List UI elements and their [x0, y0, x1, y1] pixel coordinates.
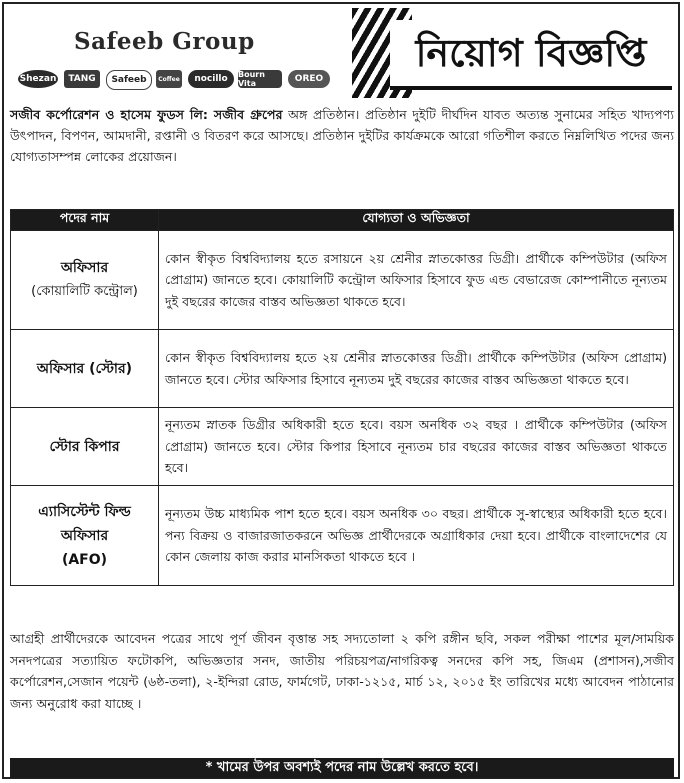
brand-block: [12, 10, 342, 96]
post-title-cell: [11, 330, 159, 408]
post-subtitle: (AFO): [61, 551, 108, 568]
table-row: [11, 486, 674, 586]
tang-logo: TANG: [64, 70, 100, 88]
post-title-cell: [11, 486, 159, 586]
brand-logo-text: Safeeb Group: [74, 28, 255, 55]
table-row: [11, 330, 674, 408]
post-description: কোন স্বীকৃত বিশ্ববিদ্যালয় হতে রসায়নে ২য় শ্রেনীর স্নাতকোত্তর ডিগ্রী। প্রার্থীকে কম্পিউটার (অফিস প্রোগ্রাম) জানতে হবে। কোয়ালিটি কন্ট্রোল অফিসার হিসাবে ফুড এন্ড বেভারেজ কোম্পানীতে নূন্যতম দুই বছরের কাজের বাস্তব অভিজ্ঞতা থাকতে হবে।: [159, 231, 674, 330]
table-header-row: [11, 210, 674, 231]
header: [4, 4, 678, 102]
post-subtitle: (কোয়ালিটি কন্ট্রোল): [31, 284, 138, 299]
oreo-logo: OREO: [288, 70, 330, 88]
post-title-cell: [11, 231, 159, 330]
post-description: কোন স্বীকৃত বিশ্ববিদ্যালয় হতে ২য় শ্রেনীর স্নাতকোত্তর ডিগ্রী। প্রার্থীকে কম্পিউটার (অফিস প্রোগ্রাম) জানতে হবে। স্টোর অফিসার হিসাবে নূন্যতম দুই বছরের কাজের বাস্তব অভিজ্ঞতা থাকতে হবে।: [159, 330, 674, 408]
col-qual-header: যোগ্যতা ও অভিজ্ঞতা: [159, 210, 674, 231]
col-post-header: পদের নাম: [11, 210, 159, 231]
footer-note: * খামের উপর অবশ্যই পদের নাম উল্লেখ করতে হবে।: [10, 758, 674, 778]
safeeb-logo: Safeeb: [106, 70, 152, 90]
jobs-table: [10, 209, 674, 586]
banner-title: নিয়োগ বিজ্ঞপ্তি: [390, 20, 672, 90]
application-instructions: আগ্রহী প্রার্থীদেরকে আবেদন পত্রের সাথে পূর্ণ জীবন বৃত্তান্ত সহ সদ্যতোলা ২ কপি রঙ্গীন ছবি, সকল পরীক্ষা পাশের মূল/সাময়িক সনদপত্রের সত্যায়িত ফটোকপি, অভিজ্ঞতার সনদ, জাতীয় পরিচয়পত্র/নাগরিকত্ব সনদের কপি সহ, জিএম (প্রশাসন),সজীব কর্পোরেশন,সেজান পয়েন্ট (৬ষ্ঠ-তলা), ২-ইন্দিরা রোড, ফার্মগেট, ঢাকা-১২১৫, মার্চ ১২, ২০১৫ ইং তারিখের মধ্যে আবেদন পাঠানোর জন্য অনুরোধ করা যাচ্ছে ।: [10, 631, 674, 711]
table-row: [11, 231, 674, 330]
nocillo-logo: nocillo: [188, 70, 234, 88]
bournvita-logo: Bourn Vita: [238, 70, 282, 88]
post-description: নূন্যতম উচ্চ মাধ্যমিক পাশ হতে হবে। বয়স অনধিক ৩০ বছর। প্রার্থীকে সু-স্বাস্থ্যের অধিকারী হতে হবে। পন্য বিক্রয় ও বাজারজাতকরনে অভিজ্ঞ প্রার্থীদেরকে অগ্রাধিকার দেয়া হবে। প্রার্থীকে বাংলাদেশের যে কোন জেলায় কাজ করার মানসিকতা থাকতে হবে ।: [159, 486, 674, 586]
post-title-cell: [11, 408, 159, 486]
post-title: এ্যাসিস্টেন্ট ফিল্ড অফিসার: [38, 503, 131, 544]
coffee-logo: Coffee: [156, 70, 182, 88]
intro-company: সজীব কর্পোরেশন ও হাসেম ফুডস লি: সজীব গ্রুপের: [10, 107, 283, 122]
post-title: স্টোর কিপার: [49, 438, 120, 455]
intro-text: অঙ্গ প্রতিষ্ঠান। প্রতিষ্ঠান দুইটি দীর্ঘদিন যাবত অত্যন্ত সুনামের সহিত খাদ্যপণ্য উৎপাদন, বিপণন, আমদানী, রপ্তানী ও বিতরণ করে আসছে। প্রতিষ্ঠান দুইটির কার্যক্রমকে আরো গতিশীল করতে নিম্নলিখিত পদের জন্য যোগ্যতাসম্পন্ন লোকের প্রয়োজন।: [10, 107, 674, 164]
post-title: অফিসার (স্টোর): [36, 360, 133, 377]
shezan-logo: Shezan: [18, 70, 58, 88]
post-title: অফিসার: [60, 260, 109, 276]
banner: [352, 8, 674, 98]
post-description: নূন্যতম স্নাতক ডিগ্রীর অধিকারী হতে হবে। বয়স অনধিক ৩২ বছর । প্রার্থীকে কম্পিউটার (অফিস প্রোগ্রাম) জানতে হবে। স্টোর কিপার হিসাবে নূন্যতম চার বছরের কাজের বাস্তব অভিজ্ঞতা থাকতে হবে।: [159, 408, 674, 486]
product-logos: [12, 66, 342, 92]
advertisement-frame: [2, 2, 680, 779]
intro-paragraph: [10, 104, 674, 167]
table-row: [11, 408, 674, 486]
